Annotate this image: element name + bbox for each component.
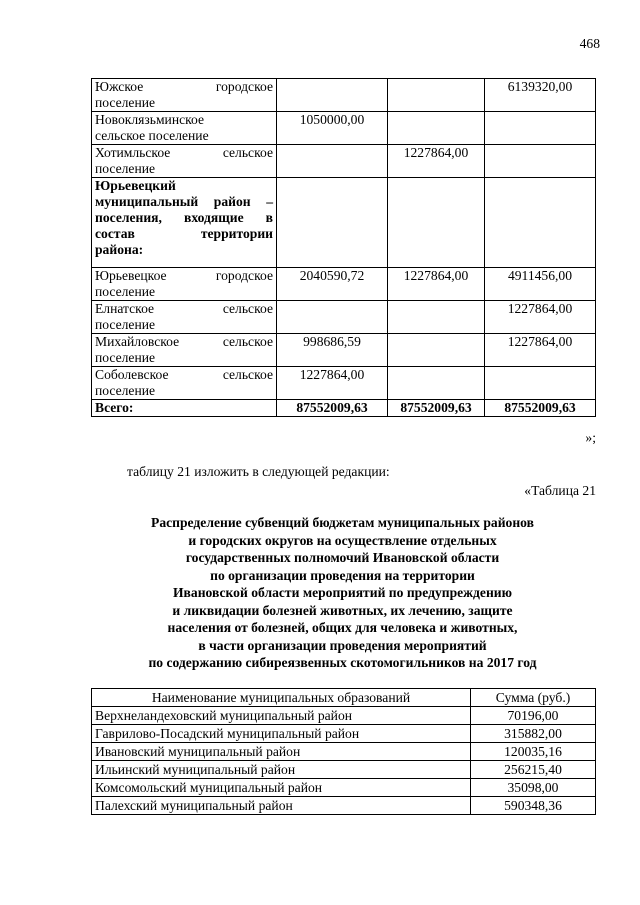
total-value: 87552009,63 [388, 400, 485, 417]
settlement-name-cell: Новоклязьминское сельское поселение [92, 112, 277, 145]
district-subheading: Юрьевецкий муниципальный район – поселения, входящие в состав территории района: [92, 178, 277, 268]
settlement-name-cell: Михайловское сельское поселение [92, 334, 277, 367]
district-name: Палехский муниципальный район [92, 797, 471, 815]
table-row [92, 334, 596, 367]
value-cell: 1227864,00 [388, 145, 485, 178]
value-cell [485, 145, 596, 178]
table-row [92, 761, 596, 779]
table-caption: Распределение субвенций бюджетам муниципальных районов и городских округов на осуществление отдельных государственных полномочий Ивановской области по организации проведения на территории Ивановской области мероприятий по предупреждению и ликвидации болезней животных, их лечению, защите населения от болезней, общих для человека и животных, в части организации проведения мероприятий по содержанию сибиреязвенных скотомогильников на 2017 год [148, 515, 537, 670]
table-row [92, 707, 596, 725]
table-row [92, 79, 596, 112]
amount: 256215,40 [471, 761, 596, 779]
table-row [92, 301, 596, 334]
total-row [92, 400, 596, 417]
amendment-instruction: таблицу 21 изложить в следующей редакции: [127, 464, 390, 479]
value-cell [388, 112, 485, 145]
value-cell: 1227864,00 [485, 301, 596, 334]
amount: 120035,16 [471, 743, 596, 761]
value-cell: 6139320,00 [485, 79, 596, 112]
district-name: Ильинский муниципальный район [92, 761, 471, 779]
district-subheading-row [92, 178, 596, 268]
empty-cell [277, 178, 388, 268]
value-cell [277, 145, 388, 178]
value-cell: 1227864,00 [485, 334, 596, 367]
value-cell [485, 112, 596, 145]
settlement-name-cell: Юрьевецкое городское поселение [92, 268, 277, 301]
district-name: Ивановский муниципальный район [92, 743, 471, 761]
table-row [92, 367, 596, 400]
value-cell: 1227864,00 [388, 268, 485, 301]
table-row [92, 145, 596, 178]
empty-cell [388, 178, 485, 268]
settlement-name-cell: Соболевское сельское поселение [92, 367, 277, 400]
page-number: 468 [579, 36, 600, 51]
settlement-name-cell: Елнатское сельское поселение [92, 301, 277, 334]
total-label: Всего: [92, 400, 277, 417]
value-cell [388, 301, 485, 334]
table-row [92, 797, 596, 815]
table-row [92, 268, 596, 301]
table-row [92, 112, 596, 145]
amount: 315882,00 [471, 725, 596, 743]
settlement-name-cell: Южское городское поселение [92, 79, 277, 112]
value-cell: 1050000,00 [277, 112, 388, 145]
district-name: Верхнеландеховский муниципальный район [92, 707, 471, 725]
value-cell: 998686,59 [277, 334, 388, 367]
total-value: 87552009,63 [277, 400, 388, 417]
value-cell [388, 367, 485, 400]
total-value: 87552009,63 [485, 400, 596, 417]
amount: 70196,00 [471, 707, 596, 725]
value-cell: 1227864,00 [277, 367, 388, 400]
empty-cell [485, 178, 596, 268]
column-header-name: Наименование муниципальных образований [92, 689, 471, 707]
amount: 590348,36 [471, 797, 596, 815]
table-reference: «Таблица 21 [524, 483, 596, 498]
table-row [92, 743, 596, 761]
value-cell: 2040590,72 [277, 268, 388, 301]
column-header-amount: Сумма (руб.) [471, 689, 596, 707]
value-cell [277, 79, 388, 112]
table-21 [91, 688, 596, 815]
amount: 35098,00 [471, 779, 596, 797]
value-cell [485, 367, 596, 400]
closing-quote-mark: »; [585, 430, 596, 445]
table-row [92, 779, 596, 797]
value-cell [277, 301, 388, 334]
value-cell [388, 79, 485, 112]
table-header-row [92, 689, 596, 707]
settlement-name-cell: Хотимльское сельское поселение [92, 145, 277, 178]
value-cell: 4911456,00 [485, 268, 596, 301]
value-cell [388, 334, 485, 367]
district-name: Комсомольский муниципальный район [92, 779, 471, 797]
table-row [92, 725, 596, 743]
district-name: Гаврилово-Посадский муниципальный район [92, 725, 471, 743]
subsidy-distribution-table-continued [91, 78, 596, 417]
